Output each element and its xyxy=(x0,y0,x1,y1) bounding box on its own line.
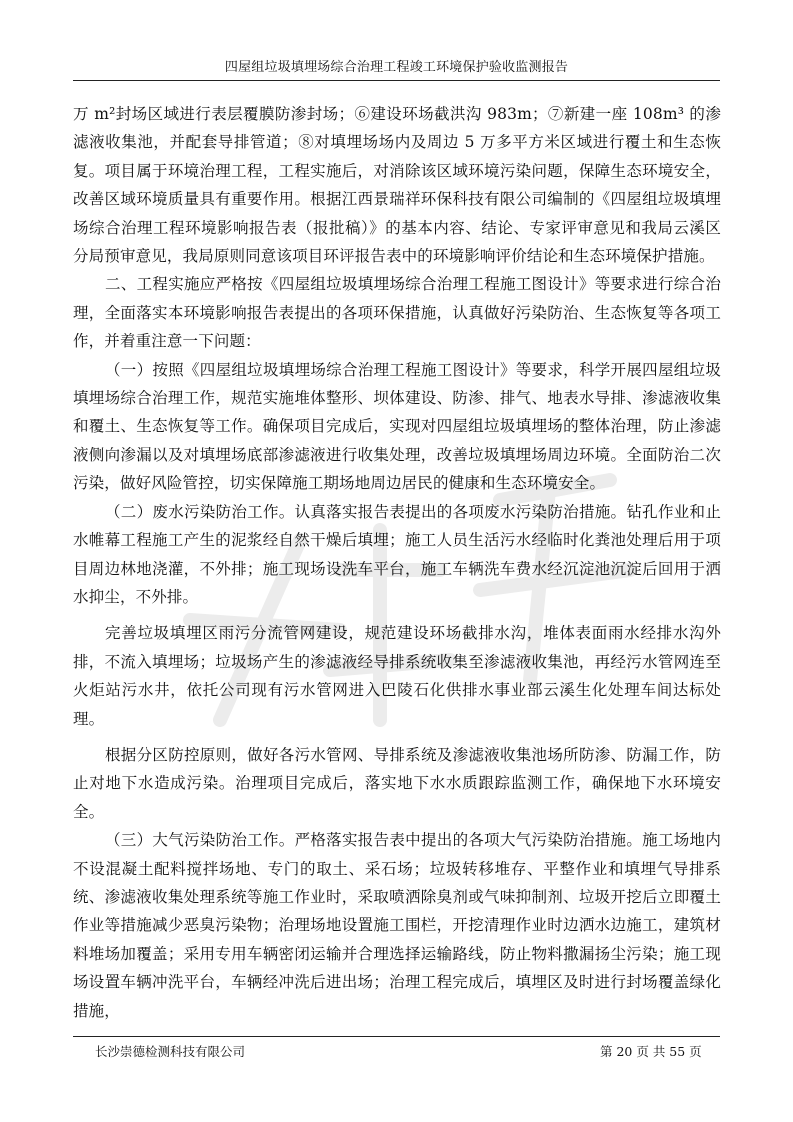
paragraph-4: （二）废水污染防治工作。认真落实报告表提出的各项废水污染防治措施。钻孔作业和止水帷幕工程施工产生的泥浆经自然干燥后填埋；施工人员生活污水经临时化粪池处理后用于项目周边林地浇灌，不外排；施工现场设洗车平台，施工车辆洗车费水经沉淀池沉淀后回用于洒水抑尘，不外排。 xyxy=(73,502,721,606)
paragraph-2: 二、工程实施应严格按《四屋组垃圾填埋场综合治理工程施工图设计》等要求进行综合治理，全面落实本环境影响报告表提出的各项环保措施，认真做好污染防治、生态恢复等各项工作，并着重注意一下问题： xyxy=(73,275,721,351)
footer-page-number: 第 20 页 共 55 页 xyxy=(600,1044,702,1059)
paragraph-1: 万 m²封场区域进行表层覆膜防渗封场；⑥建设环场截洪沟 983m；⑦新建一座 108m³ 的渗滤液收集池，并配套导排管道；⑧对填埋场场内及周边 5 万多平方米区域进行覆土和生态恢复。项目属于环境治理工程，工程实施后，对消除该区域环境污染问题，保障生态环境安全，改善区域环境质量具有重要作用。根据江西景瑞祥环保科技有限公司编制的《四屋组垃圾填埋场综合治理工程环境影响报告表（报批稿）》的基本内容、结论、专家评审意见和我局云溪区分局预审意见，我局原则同意该项目环评报告表中的环境影响评价结论和生态环境保护措施。 xyxy=(73,105,721,266)
paragraph-5: 完善垃圾填埋区雨污分流管网建设，规范建设环场截排水沟，堆体表面雨水经排水沟外排，不流入填埋场；垃圾场产生的渗滤液经导排系统收集至渗滤液收集池，再经污水管网连至火炬站污水井，依托公司现有污水管网进入巴陵石化供排水事业部云溪生化处理车间达标处理。 xyxy=(73,624,721,728)
paragraph-7: （三）大气污染防治工作。严格落实报告表中提出的各项大气污染防治措施。施工场地内不设混凝土配料搅拌场地、专门的取土、采石场；垃圾转移堆存、平整作业和填埋气导排系统、渗滤液收集处理系统等施工作业时，采取喷洒除臭剂或气味抑制剂、垃圾开挖后立即覆土作业等措施减少恶臭污染物；治理场地设置施工围栏，开挖清理作业时边洒水边施工，建筑材料堆场加覆盖；采用专用车辆密闭运输并合理选择运输路线，防止物料撒漏扬尘污染；施工现场设置车辆冲洗平台，车辆经冲洗后进出场；治理工程完成后，填埋区及时进行封场覆盖绿化措施， xyxy=(73,831,721,1020)
page-header-title: 四屋组垃圾填埋场综合治理工程竣工环境保护验收监测报告 xyxy=(224,60,569,75)
header-divider xyxy=(73,80,720,81)
paragraph-6: 根据分区防控原则，做好各污水管网、导排系统及渗滤液收集池场所防渗、防漏工作，防止对地下水造成污染。治理项目完成后，落实地下水水质跟踪监测工作，确保地下水环境安全。 xyxy=(73,745,721,821)
footer-company: 长沙崇德检测科技有限公司 xyxy=(95,1044,246,1059)
paragraph-3: （一）按照《四屋组垃圾填埋场综合治理工程施工图设计》等要求，科学开展四屋组垃圾填埋场综合治理工作，规范实施堆体整形、坝体建设、防渗、排气、地表水导排、渗滤液收集和覆土、生态恢复等工作。确保项目完成后，实现对四屋组垃圾填埋场的整体治理，防止渗滤液侧向渗漏以及对填埋场底部渗滤液进行收集处理，改善垃圾填埋场周边环境。全面防治二次污染，做好风险管控，切实保障施工期场地周边居民的健康和生态环境安全。 xyxy=(73,360,721,493)
footer-divider xyxy=(73,1036,720,1037)
document-body xyxy=(73,100,721,1025)
